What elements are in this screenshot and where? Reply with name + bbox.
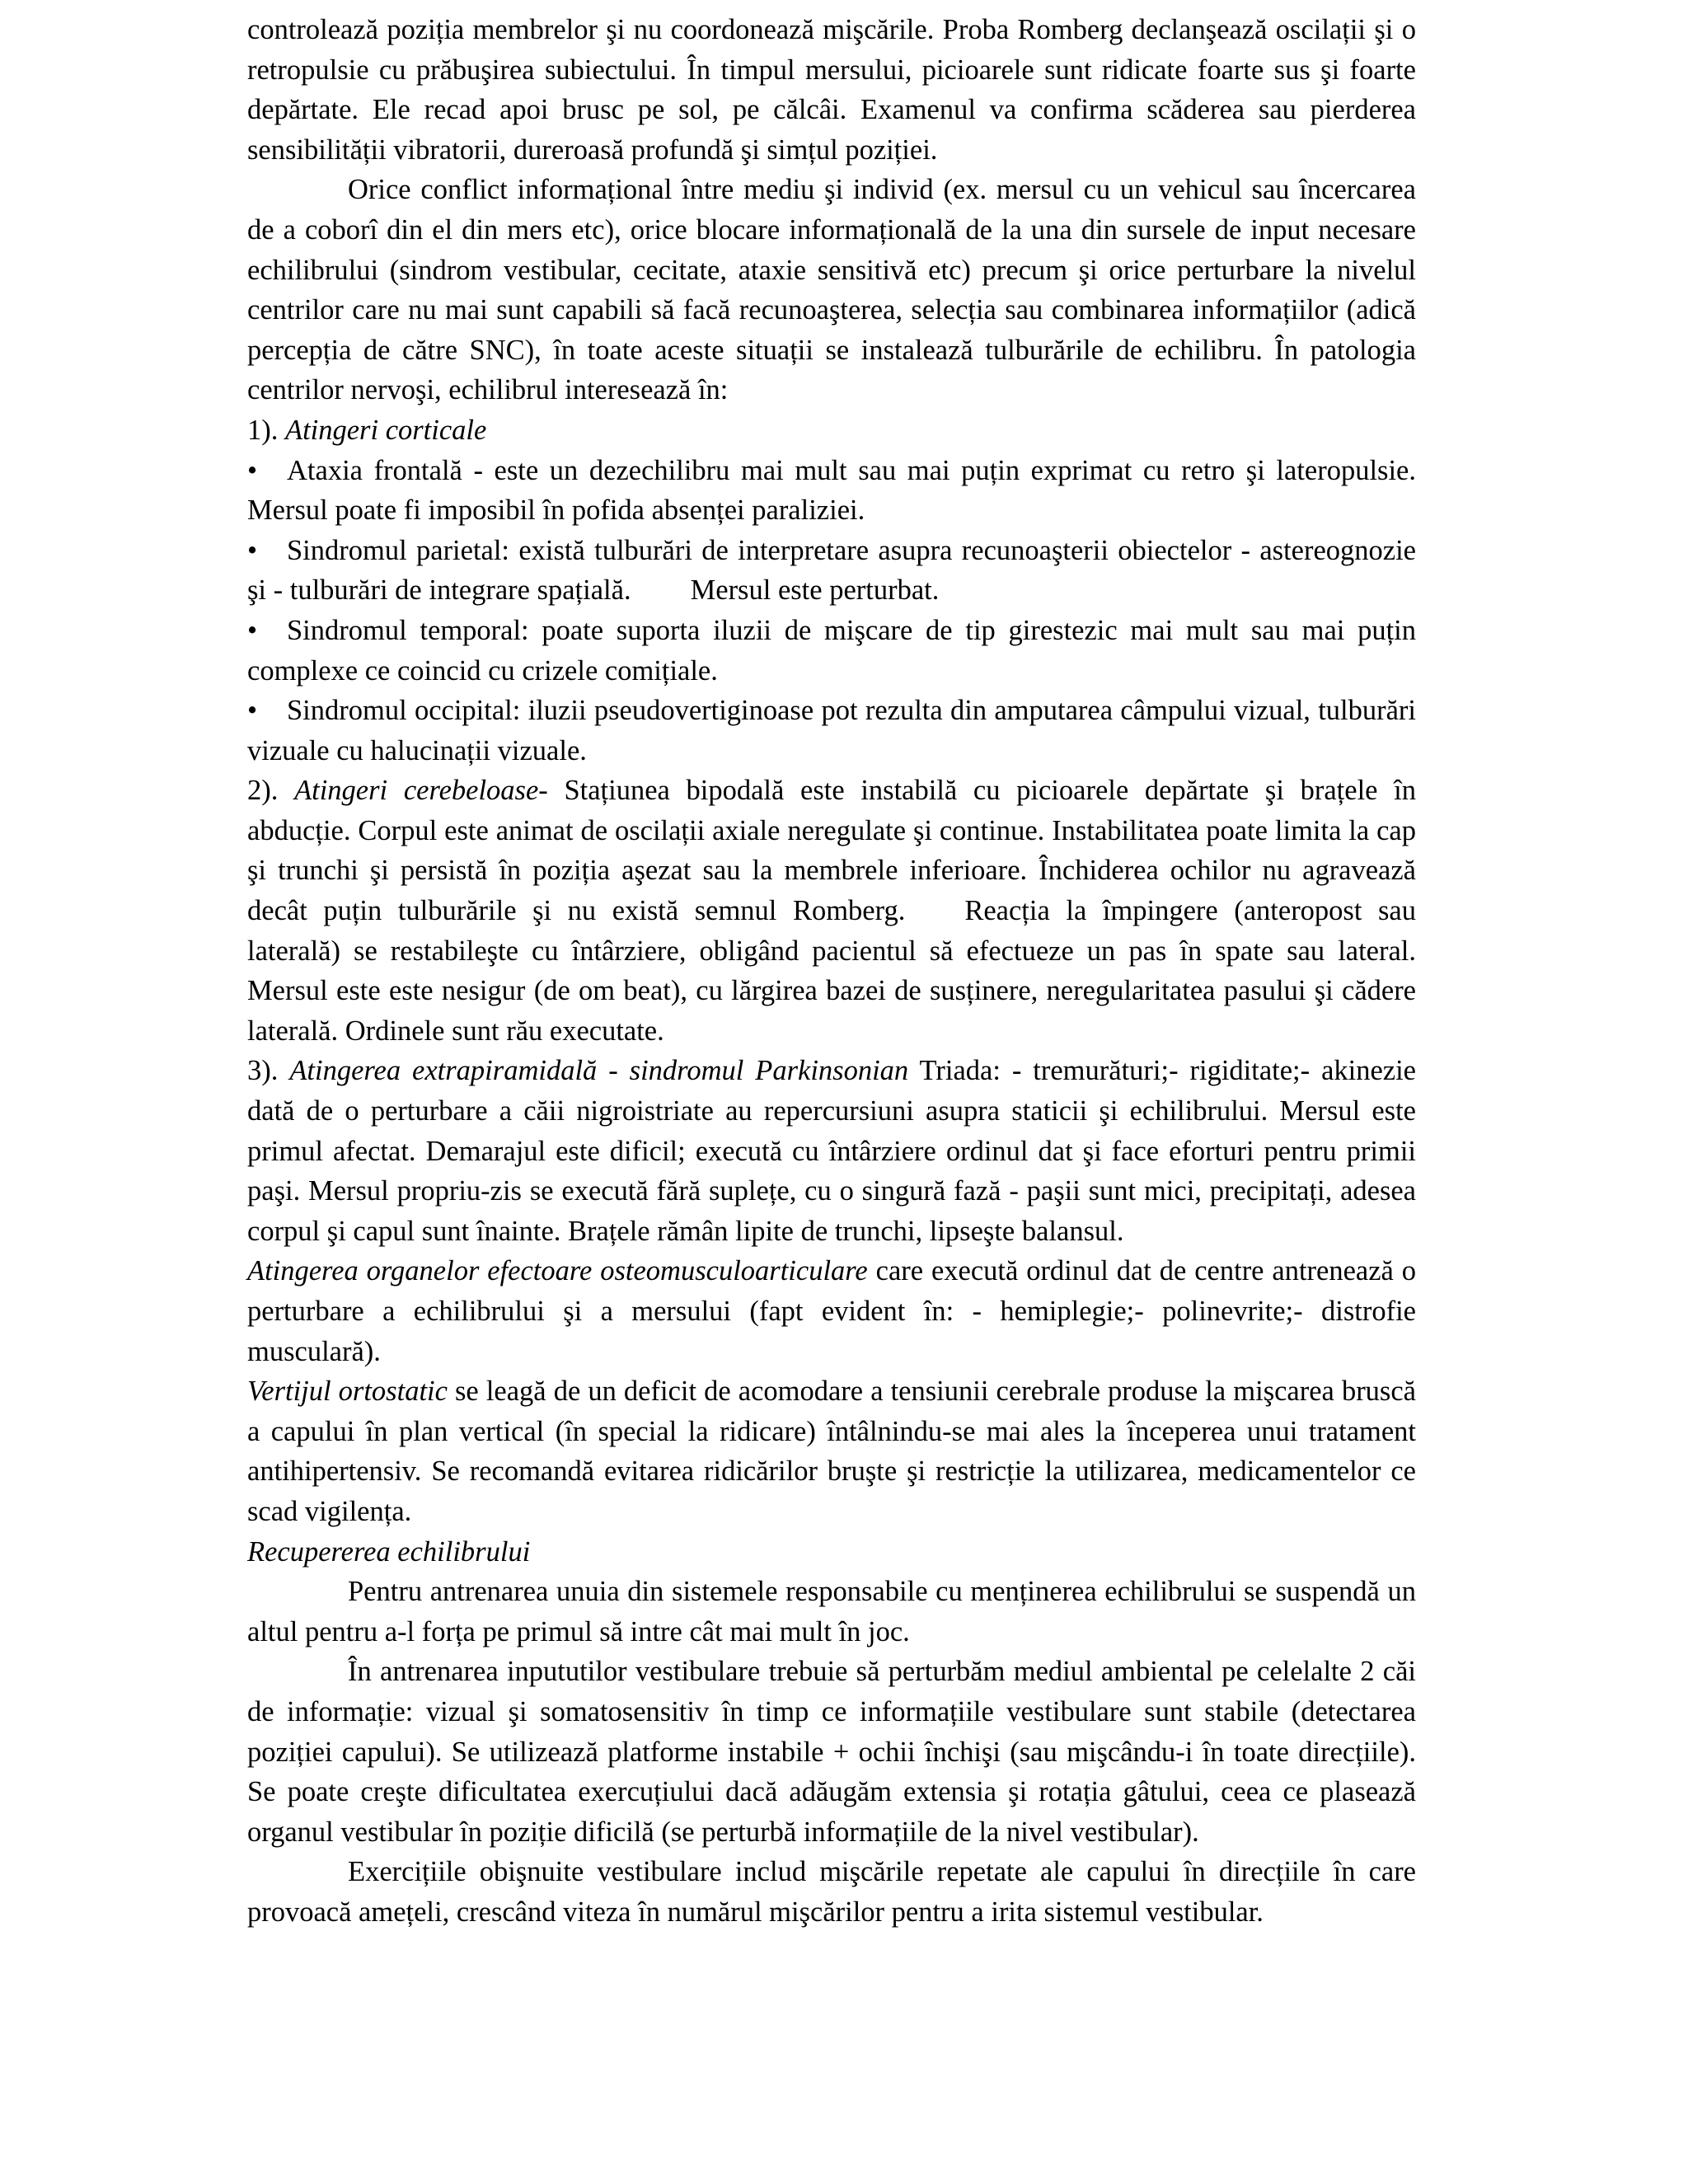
text-run: Sindromul parietal: există tulburări de interpretare asupra recunoaşterii obiectelor - astereognozie şi - tulburări de integrare spațială. [247, 534, 1416, 607]
paragraph-p2 [247, 170, 1416, 410]
paragraph-p10 [247, 1251, 1416, 1371]
italic-text: Atingeri corticale [285, 414, 487, 446]
italic-text: Recupererea echilibrului [247, 1535, 531, 1568]
text-run: În antrenarea inpututilor vestibulare trebuie să perturbăm mediul ambiental pe celelalte 2 căi de informație: vizual şi somatosensitiv în timp ce informațiile vestibulare sunt stabile (detectarea poziției capului). Se utilizează platforme instabile + ochii închişi (sau mişcându-i în toate direcțiile). Se poate creşte dificultatea exercuțiului dacă adăugăm extensia şi rotația gâtului, ceea ce plasează organul vestibular în poziție dificilă (se perturbă informațiile de la nivel vestibular). [247, 1656, 1416, 1848]
paragraph-p6 [247, 611, 1416, 691]
text-run: 1). [247, 414, 285, 446]
paragraph-p12 [247, 1532, 1416, 1572]
italic-text: Atingeri cerebeloase- [294, 775, 548, 807]
bullet-icon: • [247, 695, 258, 727]
text-run: Sindromul occipital: iluzii pseudovertiginoase pot rezulta din amputarea câmpului vizual, tulburări vizuale cu halucinații vizuale. [247, 695, 1416, 766]
text-run: se leagă de un deficit de acomodare a tensiunii cerebrale produse la mişcarea bruscă a capului în plan vertical (în special la ridicare) întâlnindu-se mai ales la începerea unui tratament antihipertensiv. Se recomandă evitarea ridicărilor bruşte şi restricție la utilizarea, medicamentelor ce scad vigilența. [247, 1376, 1416, 1527]
text-run: Sindromul temporal: poate suporta iluzii de mişcare de tip girestezic mai mult sau mai puțin complexe ce coincid cu crizele comițiale. [247, 614, 1416, 687]
bullet-icon: • [247, 614, 258, 646]
paragraph-p8 [247, 771, 1416, 1051]
paragraph-p13 [247, 1572, 1416, 1652]
italic-text: Atingerea extrapiramidală - sindromul Parkinsonian [289, 1055, 909, 1087]
text-run: Mersul este perturbat. [690, 574, 940, 607]
document-page [247, 10, 1416, 1933]
paragraph-p9 [247, 1051, 1416, 1251]
paragraph-p1 [247, 10, 1416, 170]
paragraph-p4 [247, 451, 1416, 531]
text-run: Exercițiile obişnuite vestibulare includ mişcările repetate ale capului în direcțiile în care provoacă amețeli, crescând viteza în numărul mişcărilor pentru a irita sistemul vestibular. [247, 1856, 1416, 1928]
text-run: Stațiunea bipodală este instabilă cu picioarele depărtate şi brațele în abducție. Corpul este animat de oscilații axiale neregulate şi continue. Instabilitatea poate limita la cap şi trunchi şi persistă în poziția aşezat sau la membrele inferioare. Închiderea ochilor nu agravează decât puțin tulburările şi nu există semnul Romberg. [247, 775, 1416, 927]
text-run: care execută ordinul dat de centre antrenează o perturbare a echilibrului şi a mersului (fapt evident în: - hemiplegie;- polinevrite;- distrofie musculară). [247, 1255, 1416, 1367]
text-run: Triada: - tremurături;- rigiditate;- akinezie dată de o perturbare a căii nigroistriate au repercursiuni asupra staticii şi echilibrului. Mersul este primul afectat. Demarajul este dificil; execută cu întârziere ordinul dat şi face eforturi pentru primii paşi. Mersul propriu-zis se execută fără suplețe, cu o singură fază - paşii sunt mici, precipitați, adesea corpul şi capul sunt înainte. Brațele rămân lipite de trunchi, lipseşte balansul. [247, 1055, 1416, 1247]
italic-text: Vertijul ortostatic [247, 1376, 448, 1408]
paragraph-p3 [247, 410, 1416, 451]
paragraph-p15 [247, 1852, 1416, 1932]
bullet-icon: • [247, 454, 258, 486]
text-run: Pentru antrenarea unuia din sistemele responsabile cu menținerea echilibrului se suspendă un altul pentru a-l forța pe primul să intre cât mai mult în joc. [247, 1576, 1416, 1647]
paragraph-p7 [247, 691, 1416, 771]
italic-text: Atingerea organelor efectoare osteomusculoarticulare [247, 1255, 868, 1287]
text-run: controlează poziția membrelor şi nu coordonează mişcările. Proba Romberg declanşează oscilații şi o retropulsie cu prăbuşirea subiectului. În timpul mersului, picioarele sunt ridicate foarte sus şi foarte depărtate. Ele recad apoi brusc pe sol, pe călcâi. Examenul va confirma scăderea sau pierderea sensibilității vibratorii, dureroasă profundă şi simțul poziției. [247, 14, 1416, 166]
text-run: Reacția la împingere (anteropost sau laterală) se restabileşte cu întârziere, obligând pacientul să efectueze un pas în spate sau lateral. Mersul este este nesigur (de om beat), cu lărgirea bazei de susținere, neregularitatea pasului şi cădere laterală. Ordinele sunt rău executate. [247, 895, 1416, 1047]
text-run: Orice conflict informațional între mediu şi individ (ex. mersul cu un vehicul sau încercarea de a coborî din el din mers etc), orice blocare informațională de la una din sursele de input necesare echilibrului (sindrom vestibular, cecitate, ataxie sensitivă etc) precum şi orice perturbare la nivelul centrilor care nu mai sunt capabili să facă recunoaşterea, selecția sau combinarea informațiilor (adică percepția de către SNC), în toate aceste situații se instalează tulburările de echilibru. În patologia centrilor nervoşi, echilibrul interesează în: [247, 174, 1416, 406]
text-run: Ataxia frontală - este un dezechilibru mai mult sau mai puțin exprimat cu retro şi lateropulsie. Mersul poate fi imposibil în pofida absenței paraliziei. [247, 454, 1416, 527]
bullet-icon: • [247, 534, 258, 566]
paragraph-p11 [247, 1371, 1416, 1531]
text-run: 3). [247, 1055, 290, 1087]
paragraph-p5 [247, 531, 1416, 611]
text-run: 2). [247, 775, 295, 807]
paragraph-p14 [247, 1652, 1416, 1852]
